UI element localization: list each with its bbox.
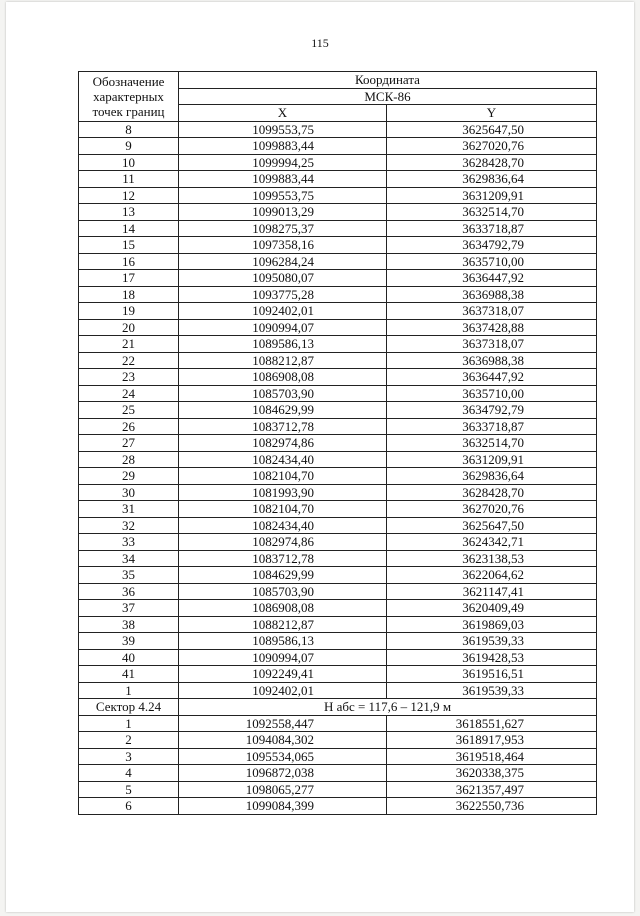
x-value: 1093775,28 — [179, 286, 387, 303]
y-value: 3637428,88 — [387, 319, 597, 336]
x-value: 1082974,86 — [179, 435, 387, 452]
table-row — [79, 253, 597, 270]
y-value: 3632514,70 — [387, 204, 597, 221]
y-value: 3629836,64 — [387, 468, 597, 485]
table-row — [79, 468, 597, 485]
point-number: 6 — [79, 798, 179, 815]
x-value: 1084629,99 — [179, 567, 387, 584]
x-value: 1082434,40 — [179, 451, 387, 468]
x-header: X — [179, 105, 387, 122]
point-number: 13 — [79, 204, 179, 221]
x-value: 1098065,277 — [179, 781, 387, 798]
table-row — [79, 666, 597, 683]
table-row — [79, 798, 597, 815]
table-row — [79, 682, 597, 699]
x-value: 1081993,90 — [179, 484, 387, 501]
y-value: 3635710,00 — [387, 385, 597, 402]
table-row — [79, 517, 597, 534]
y-value: 3620409,49 — [387, 600, 597, 617]
x-value: 1082104,70 — [179, 468, 387, 485]
table-row — [79, 385, 597, 402]
point-number: 2 — [79, 732, 179, 749]
x-value: 1099013,29 — [179, 204, 387, 221]
point-number: 10 — [79, 154, 179, 171]
table-row — [79, 171, 597, 188]
x-value: 1092558,447 — [179, 715, 387, 732]
table-row — [79, 286, 597, 303]
x-value: 1089586,13 — [179, 633, 387, 650]
table-row — [79, 121, 597, 138]
coordinate-system-header: МСК-86 — [179, 88, 597, 105]
point-number: 37 — [79, 600, 179, 617]
table-row — [79, 633, 597, 650]
point-number: 31 — [79, 501, 179, 518]
y-value: 3618551,627 — [387, 715, 597, 732]
x-value: 1092249,41 — [179, 666, 387, 683]
y-header: Y — [387, 105, 597, 122]
point-number: 33 — [79, 534, 179, 551]
table-row — [79, 451, 597, 468]
x-value: 1095534,065 — [179, 748, 387, 765]
table-row — [79, 748, 597, 765]
point-label-header: Обозначение характерных точек границ — [79, 72, 179, 122]
x-value: 1088212,87 — [179, 352, 387, 369]
table-row — [79, 534, 597, 551]
x-value: 1094084,302 — [179, 732, 387, 749]
point-number: 40 — [79, 649, 179, 666]
point-number: 9 — [79, 138, 179, 155]
point-number: 21 — [79, 336, 179, 353]
point-number: 38 — [79, 616, 179, 633]
y-value: 3621357,497 — [387, 781, 597, 798]
y-value: 3636988,38 — [387, 286, 597, 303]
table-row — [79, 154, 597, 171]
point-number: 3 — [79, 748, 179, 765]
y-value: 3631209,91 — [387, 451, 597, 468]
point-number: 11 — [79, 171, 179, 188]
y-value: 3628428,70 — [387, 154, 597, 171]
y-value: 3637318,07 — [387, 303, 597, 320]
x-value: 1083712,78 — [179, 550, 387, 567]
x-value: 1098275,37 — [179, 220, 387, 237]
y-value: 3625647,50 — [387, 517, 597, 534]
point-number: 28 — [79, 451, 179, 468]
table-row — [79, 567, 597, 584]
y-value: 3622550,736 — [387, 798, 597, 815]
sector-header-row — [79, 699, 597, 716]
point-number: 39 — [79, 633, 179, 650]
y-value: 3628428,70 — [387, 484, 597, 501]
point-number: 29 — [79, 468, 179, 485]
x-value: 1083712,78 — [179, 418, 387, 435]
table-row — [79, 336, 597, 353]
x-value: 1089586,13 — [179, 336, 387, 353]
x-value: 1099553,75 — [179, 121, 387, 138]
x-value: 1092402,01 — [179, 682, 387, 699]
y-value: 3629836,64 — [387, 171, 597, 188]
table-row — [79, 319, 597, 336]
y-value: 3623138,53 — [387, 550, 597, 567]
table-row — [79, 435, 597, 452]
point-number: 16 — [79, 253, 179, 270]
table-row — [79, 649, 597, 666]
y-value: 3636447,92 — [387, 270, 597, 287]
x-value: 1082974,86 — [179, 534, 387, 551]
coordinates-table — [78, 71, 597, 815]
table-row — [79, 303, 597, 320]
x-value: 1099883,44 — [179, 138, 387, 155]
x-value: 1096284,24 — [179, 253, 387, 270]
point-number: 23 — [79, 369, 179, 386]
point-number: 19 — [79, 303, 179, 320]
table-row — [79, 402, 597, 419]
table-row — [79, 501, 597, 518]
y-value: 3619869,03 — [387, 616, 597, 633]
table-row — [79, 138, 597, 155]
y-value: 3634792,79 — [387, 237, 597, 254]
sector-rows — [79, 699, 597, 815]
table-row — [79, 204, 597, 221]
table-row — [79, 600, 597, 617]
y-value: 3636447,92 — [387, 369, 597, 386]
coordinate-header: Координата — [179, 72, 597, 89]
y-value: 3622064,62 — [387, 567, 597, 584]
point-number: 24 — [79, 385, 179, 402]
y-value: 3619539,33 — [387, 633, 597, 650]
point-number: 5 — [79, 781, 179, 798]
y-value: 3633718,87 — [387, 418, 597, 435]
table-row — [79, 765, 597, 782]
y-value: 3627020,76 — [387, 501, 597, 518]
x-value: 1082104,70 — [179, 501, 387, 518]
y-value: 3619516,51 — [387, 666, 597, 683]
sector-name: Сектор 4.24 — [79, 699, 179, 716]
table-row — [79, 352, 597, 369]
table-row — [79, 418, 597, 435]
point-number: 1 — [79, 682, 179, 699]
x-value: 1092402,01 — [179, 303, 387, 320]
table-row — [79, 781, 597, 798]
point-number: 14 — [79, 220, 179, 237]
table-row — [79, 369, 597, 386]
table-row — [79, 715, 597, 732]
point-number: 25 — [79, 402, 179, 419]
point-number: 1 — [79, 715, 179, 732]
point-number: 15 — [79, 237, 179, 254]
point-number: 18 — [79, 286, 179, 303]
x-value: 1099883,44 — [179, 171, 387, 188]
x-value: 1090994,07 — [179, 319, 387, 336]
point-number: 17 — [79, 270, 179, 287]
x-value: 1085703,90 — [179, 385, 387, 402]
point-number: 12 — [79, 187, 179, 204]
y-value: 3619428,53 — [387, 649, 597, 666]
y-value: 3637318,07 — [387, 336, 597, 353]
y-value: 3634792,79 — [387, 402, 597, 419]
y-value: 3631209,91 — [387, 187, 597, 204]
x-value: 1086908,08 — [179, 369, 387, 386]
y-value: 3624342,71 — [387, 534, 597, 551]
point-number: 34 — [79, 550, 179, 567]
table-row — [79, 270, 597, 287]
x-value: 1099994,25 — [179, 154, 387, 171]
point-number: 32 — [79, 517, 179, 534]
y-value: 3632514,70 — [387, 435, 597, 452]
x-value: 1086908,08 — [179, 600, 387, 617]
point-number: 41 — [79, 666, 179, 683]
sector-height: H абс = 117,6 – 121,9 м — [179, 699, 597, 716]
table-row — [79, 583, 597, 600]
x-value: 1097358,16 — [179, 237, 387, 254]
table-row — [79, 732, 597, 749]
table-row — [79, 237, 597, 254]
point-number: 4 — [79, 765, 179, 782]
x-value: 1099553,75 — [179, 187, 387, 204]
y-value: 3619539,33 — [387, 682, 597, 699]
table-row — [79, 220, 597, 237]
x-value: 1096872,038 — [179, 765, 387, 782]
table-row — [79, 187, 597, 204]
y-value: 3627020,76 — [387, 138, 597, 155]
point-number: 20 — [79, 319, 179, 336]
y-value: 3625647,50 — [387, 121, 597, 138]
point-number: 8 — [79, 121, 179, 138]
coordinates-rows — [79, 121, 597, 699]
point-number: 30 — [79, 484, 179, 501]
point-number: 27 — [79, 435, 179, 452]
y-value: 3619518,464 — [387, 748, 597, 765]
point-number: 36 — [79, 583, 179, 600]
y-value: 3620338,375 — [387, 765, 597, 782]
x-value: 1082434,40 — [179, 517, 387, 534]
x-value: 1090994,07 — [179, 649, 387, 666]
point-number: 22 — [79, 352, 179, 369]
y-value: 3635710,00 — [387, 253, 597, 270]
point-number: 26 — [79, 418, 179, 435]
y-value: 3636988,38 — [387, 352, 597, 369]
x-value: 1095080,07 — [179, 270, 387, 287]
x-value: 1088212,87 — [179, 616, 387, 633]
y-value: 3618917,953 — [387, 732, 597, 749]
y-value: 3633718,87 — [387, 220, 597, 237]
page-number: 115 — [311, 36, 329, 50]
x-value: 1084629,99 — [179, 402, 387, 419]
point-number: 35 — [79, 567, 179, 584]
y-value: 3621147,41 — [387, 583, 597, 600]
table-row — [79, 550, 597, 567]
table-row — [79, 484, 597, 501]
table-row — [79, 616, 597, 633]
x-value: 1099084,399 — [179, 798, 387, 815]
x-value: 1085703,90 — [179, 583, 387, 600]
